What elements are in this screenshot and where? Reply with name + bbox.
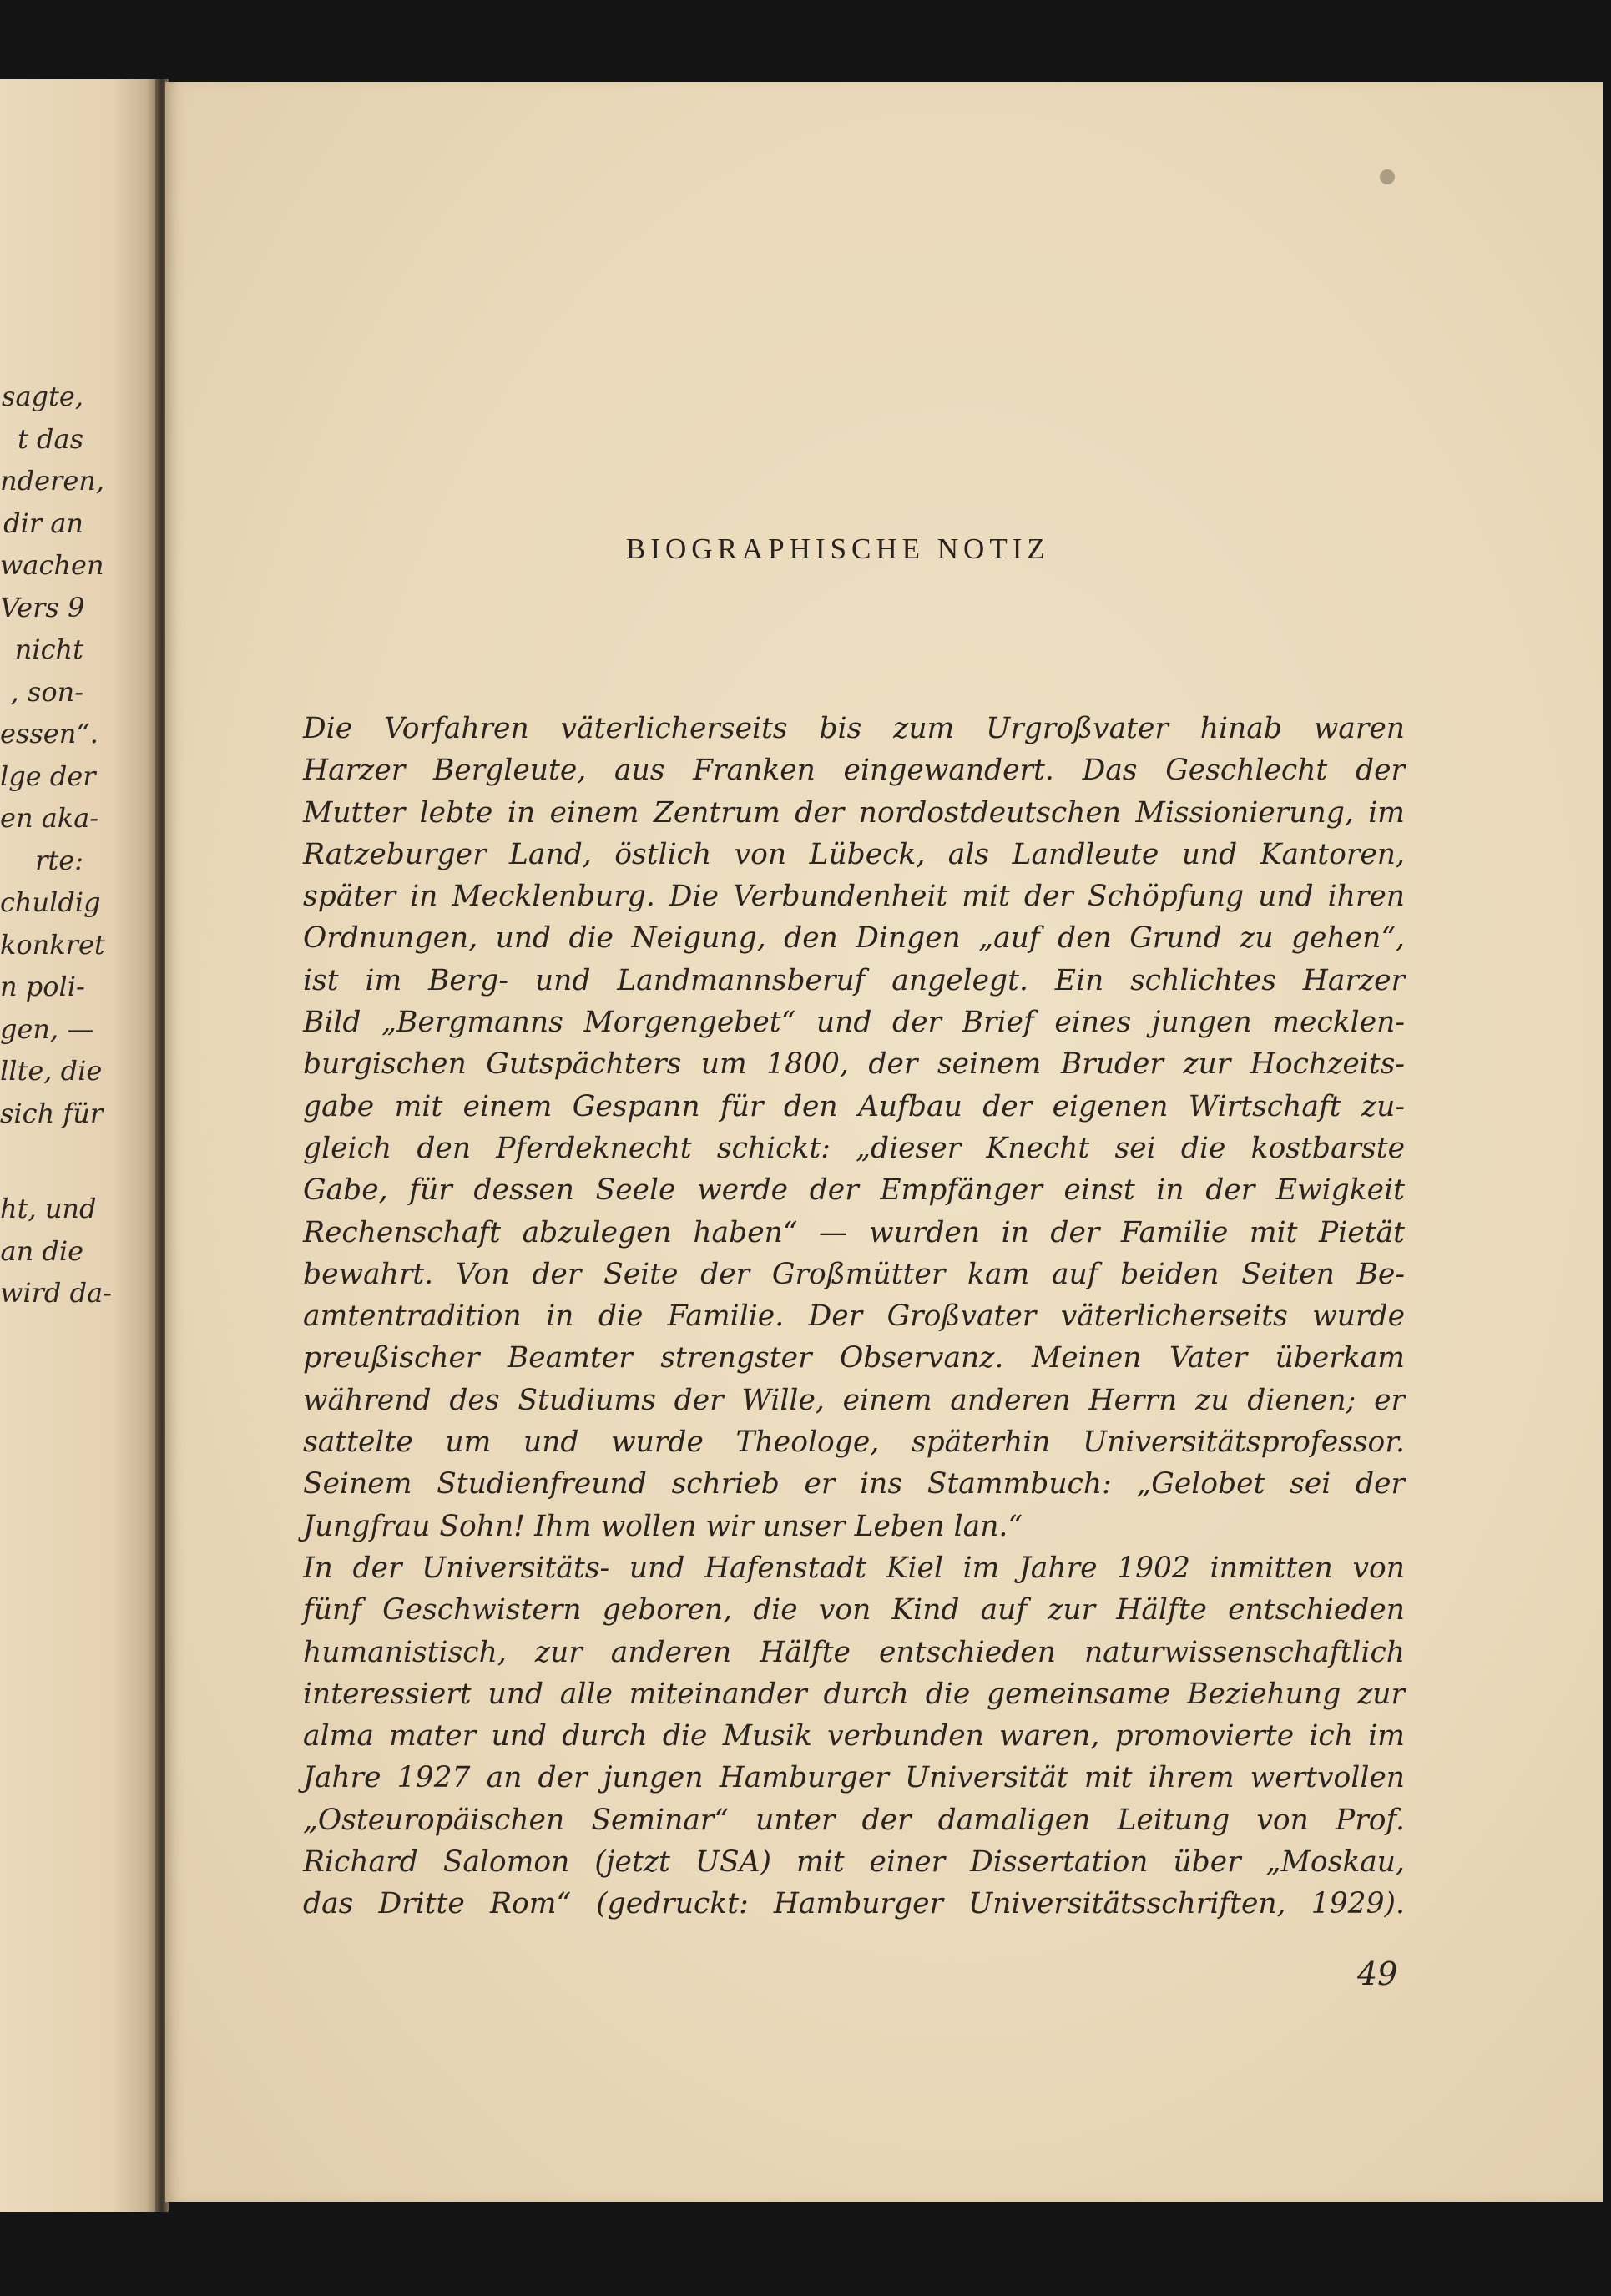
facing-line: konkret bbox=[0, 928, 105, 961]
book-page bbox=[165, 82, 1603, 2202]
text-line: bewahrt. Von der Seite der Großmütter kam auf beiden Seiten Be- bbox=[303, 1257, 1405, 1291]
text-line: burgischen Gutspächters um 1800, der seinem Bruder zur Hochzeits- bbox=[303, 1047, 1405, 1082]
facing-line: llte, die bbox=[0, 1055, 103, 1087]
text-line: fünf Geschwistern geboren, die von Kind auf zur Hälfte entschieden bbox=[303, 1593, 1405, 1627]
text-line: das Dritte Rom“ (gedruckt: Hamburger Universitätsschriften, 1929). bbox=[303, 1887, 1405, 1921]
text-line: während des Studiums der Wille, einem anderen Herrn zu dienen; er bbox=[303, 1383, 1405, 1417]
text-line: Ratzeburger Land, östlich von Lübeck, als Landleute und Kantoren, bbox=[303, 837, 1405, 871]
facing-line: essen“. bbox=[0, 718, 98, 749]
text-line: In der Universitäts- und Hafenstadt Kiel im Jahre 1902 inmitten von bbox=[303, 1551, 1405, 1585]
facing-page-left bbox=[0, 79, 159, 2212]
facing-line: , son- bbox=[10, 675, 83, 708]
text-line: Richard Salomon (jetzt USA) mit einer Dissertation über „Moskau, bbox=[303, 1845, 1405, 1880]
text-line: amtentradition in die Familie. Der Großvater väterlicherseits wurde bbox=[303, 1299, 1405, 1334]
text-line: Ordnungen, und die Neigung, den Dingen „auf den Grund zu gehen“, bbox=[303, 921, 1405, 956]
facing-line: dir an bbox=[3, 507, 83, 539]
text-line: Rechenschaft abzulegen haben“ — wurden in der Familie mit Pietät bbox=[303, 1215, 1405, 1249]
text-line: „Osteuropäischen Seminar“ unter der damaligen Leitung von Prof. bbox=[303, 1803, 1405, 1837]
facing-line: en aka- bbox=[0, 802, 99, 834]
facing-line: t das bbox=[17, 422, 83, 455]
facing-line: chuldig bbox=[0, 886, 101, 918]
page-title: BIOGRAPHISCHE NOTIZ bbox=[626, 532, 1050, 565]
text-line: preußischer Beamter strengster Observanz. Meinen Vater überkam bbox=[303, 1341, 1405, 1375]
facing-line: sagte, bbox=[2, 381, 83, 412]
text-line: alma mater und durch die Musik verbunden waren, promovierte ich im bbox=[303, 1719, 1405, 1754]
text-line: Seinem Studienfreund schrieb er ins Stammbuch: „Gelobet sei der bbox=[303, 1467, 1405, 1501]
text-line: ist im Berg- und Landmannsberuf angelegt. Ein schlichtes Harzer bbox=[303, 963, 1405, 997]
text-line: gleich den Pferdeknecht schickt: „dieser Knecht sei die kostbarste bbox=[303, 1131, 1405, 1165]
text-line: gabe mit einem Gespann für den Aufbau der eigenen Wirtschaft zu- bbox=[303, 1089, 1405, 1123]
facing-line: sich für bbox=[0, 1097, 104, 1129]
facing-page-text bbox=[0, 376, 112, 1315]
text-line: Jahre 1927 an der jungen Hamburger Universität mit ihrem wertvollen bbox=[303, 1761, 1405, 1795]
text-line: Gabe, für dessen Seele werde der Empfänger einst in der Ewigkeit bbox=[303, 1173, 1405, 1208]
facing-line: wird da- bbox=[0, 1277, 112, 1309]
facing-line: wachen bbox=[0, 549, 104, 581]
text-line: humanistisch, zur anderen Hälfte entschieden naturwissenschaftlich bbox=[303, 1635, 1405, 1669]
page-number: 49 bbox=[1357, 1955, 1398, 1992]
paper-spot bbox=[1380, 169, 1395, 184]
facing-line: an die bbox=[0, 1234, 83, 1267]
text-line: Die Vorfahren väterlicherseits bis zum Urgroßvater hinab waren bbox=[303, 712, 1405, 745]
facing-line: gen, — bbox=[0, 1012, 94, 1045]
facing-line: nderen, bbox=[0, 465, 105, 497]
facing-gap bbox=[0, 1134, 83, 1188]
facing-line: lge der bbox=[0, 759, 96, 792]
facing-line: Vers 9 bbox=[0, 591, 85, 623]
text-line: sattelte um und wurde Theologe, späterhin Universitätsprofessor. bbox=[303, 1426, 1405, 1460]
text-line: Mutter lebte in einem Zentrum der nordostdeutschen Missionierung, im bbox=[303, 795, 1405, 830]
text-line: später in Mecklenburg. Die Verbundenheit mit der Schöpfung und ihren bbox=[303, 880, 1405, 914]
text-line: Harzer Bergleute, aus Franken eingewandert. Das Geschlecht der bbox=[303, 754, 1405, 788]
text-line: Bild „Bergmanns Morgengebet“ und der Brief eines jungen mecklen- bbox=[303, 1006, 1405, 1040]
body-text bbox=[303, 708, 1405, 1925]
facing-line: n poli- bbox=[0, 971, 85, 1002]
facing-line: nicht bbox=[14, 633, 83, 665]
text-line: Jungfrau Sohn! Ihm wollen wir unser Leben lan.“ bbox=[303, 1509, 1023, 1543]
facing-line: rte: bbox=[35, 844, 83, 876]
text-line: interessiert und alle miteinander durch die gemeinsame Beziehung zur bbox=[303, 1677, 1405, 1711]
facing-line: ht, und bbox=[0, 1193, 97, 1224]
